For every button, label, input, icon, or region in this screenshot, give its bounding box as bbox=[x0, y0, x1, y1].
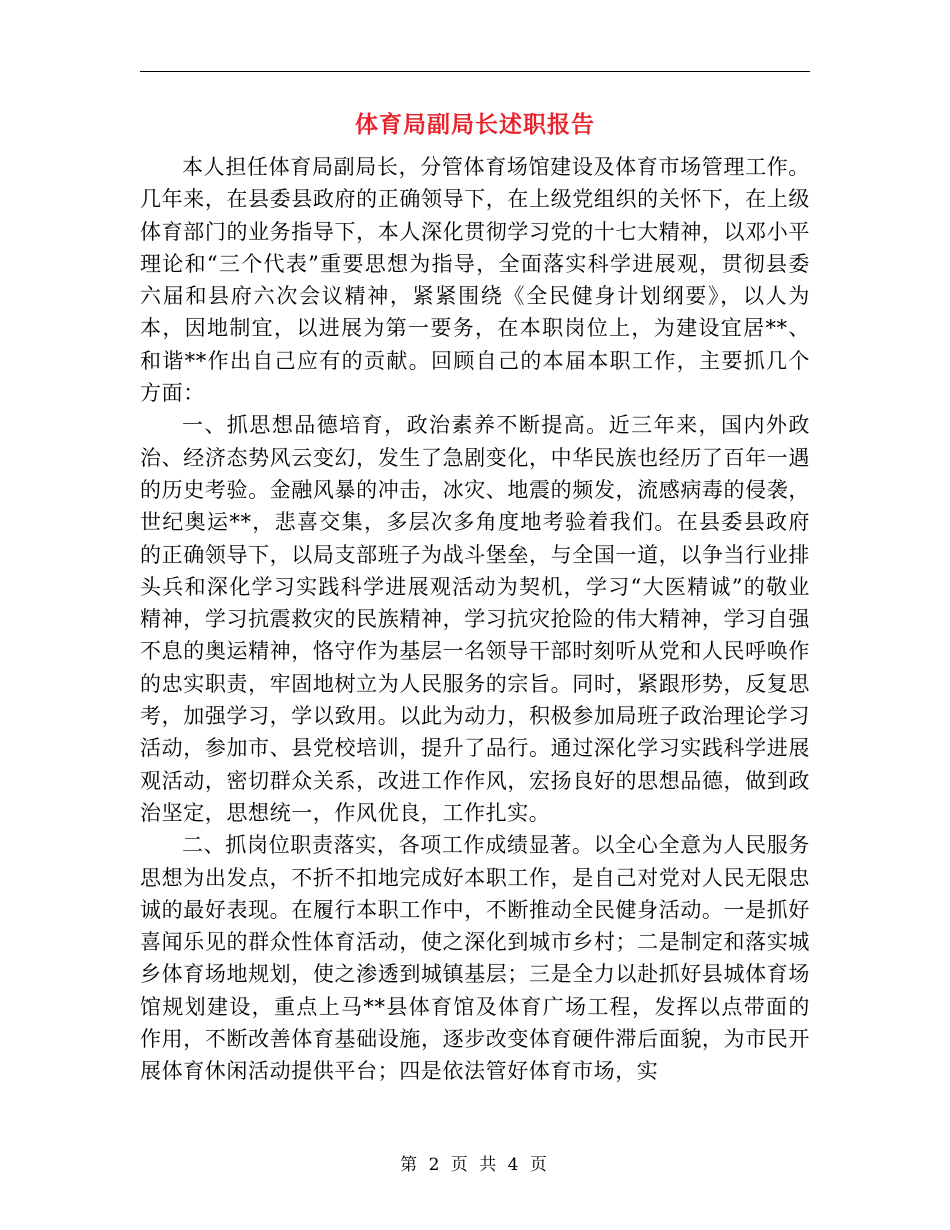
header-rule bbox=[140, 71, 810, 72]
paragraph-section-1: 一、抓思想品德培育，政治素养不断提高。近三年来，国内外政治、经济态势风云变幻，发生了急剧变化，中华民族也经历了百年一遇的历史考验。金融风暴的冲击，冰灾、地震的频发，流感病毒的侵袭，世纪奥运**，悲喜交集，多层次多角度地考验着我们。在县委县政府的正确领导下，以局支部班子为战斗堡垒，与全国一道，以争当行业排头兵和深化学习实践科学进展观活动为契机，学习“大医精诚”的敬业精神，学习抗震救灾的民族精神，学习抗灾抢险的伟大精神，学习自强不息的奥运精神，恪守作为基层一名领导干部时刻听从党和人民呼唤作的忠实职责，牢固地树立为人民服务的宗旨。同时，紧跟形势，反复思考，加强学习，学以致用。以此为动力，积极参加局班子政治理论学习活动，参加市、县党校培训，提升了品行。通过深化学习实践科学进展观活动，密切群众关系，改进工作作风，宏扬良好的思想品德，做到政治坚定，思想统一，作风优良，工作扎实。 bbox=[140, 413, 810, 825]
page-number-footer: 第 2 页 共 4 页 bbox=[400, 1155, 550, 1175]
document-body bbox=[140, 151, 810, 1088]
document-title: 体育局副局长述职报告 bbox=[355, 111, 595, 138]
paragraph-section-2: 二、抓岗位职责落实，各项工作成绩显著。以全心全意为人民服务思想为出发点，不折不扣地完成好本职工作，是自己对党对人民无限忠诚的最好表现。在履行本职工作中，不断推动全民健身活动。一是抓好喜闻乐见的群众性体育活动，使之深化到城市乡村；二是制定和落实城乡体育场地规划，使之渗透到城镇基层；三是全力以赴抓好县城体育场馆规划建设，重点上马**县体育馆及体育广场工程，发挥以点带面的作用，不断改善体育基础设施，逐步改变体育硬件滞后面貌，为市民开展体育休闲活动提供平台；四是依法管好体育市场，实 bbox=[140, 833, 810, 1084]
paragraph-intro: 本人担任体育局副局长，分管体育场馆建设及体育市场管理工作。几年来，在县委县政府的正确领导下，在上级党组织的关怀下，在上级体育部门的业务指导下，本人深化贯彻学习党的十七大精神，以邓小平理论和“三个代表”重要思想为指导，全面落实科学进展观，贯彻县委六届和县府六次会议精神，紧紧围绕《全民健身计划纲要》，以人为本，因地制宜，以进展为第一要务，在本职岗位上，为建设宜居**、和谐**作出自己应有的贡献。回顾自己的本届本职工作，主要抓几个方面： bbox=[140, 155, 810, 406]
